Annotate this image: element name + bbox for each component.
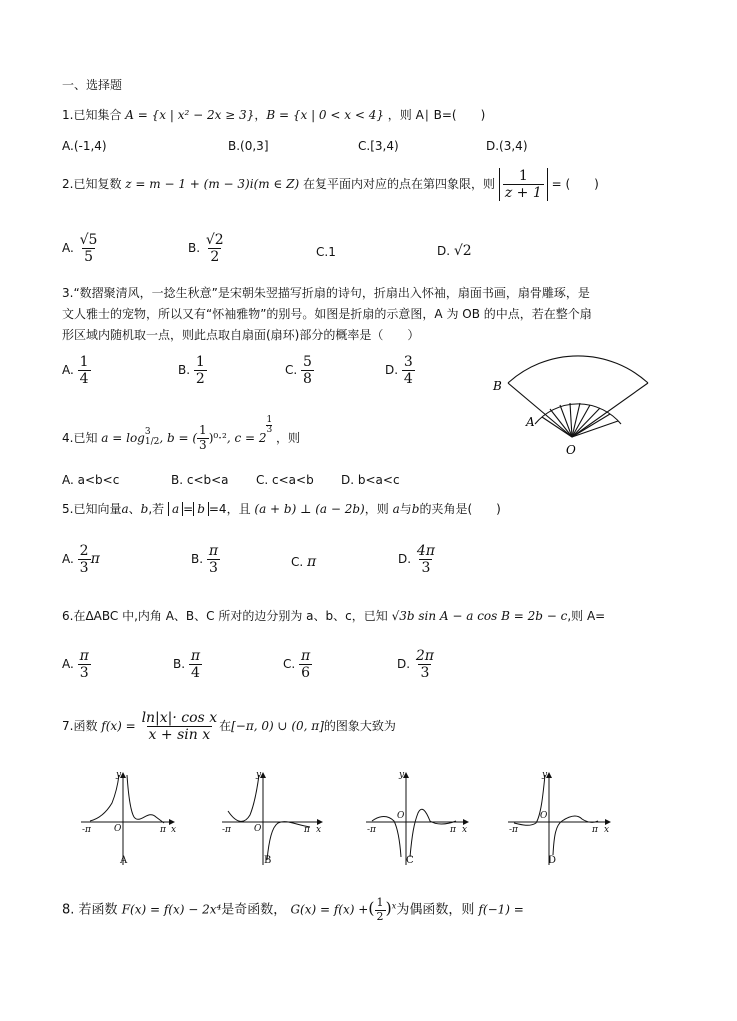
- graph-b-neg: -π: [222, 825, 231, 835]
- section-title: 一、选择题: [62, 78, 123, 92]
- q5-prefix: 5.已知向量: [62, 502, 122, 516]
- question-6: [62, 607, 605, 624]
- q7-num: ln|x|· cos x: [141, 710, 218, 726]
- q2-option-d-value: √2: [453, 243, 472, 259]
- graph-c-curve-left: [372, 817, 401, 858]
- q6-expr: √3b sin A − a cos B = 2b − c: [391, 609, 568, 623]
- graph-a-curve-right: [127, 775, 164, 823]
- graph-c-pos: π: [450, 825, 456, 835]
- q3-option-d-num: 3: [403, 354, 413, 370]
- q5-option-d-label: D.: [398, 552, 412, 567]
- q3-option-d-label: D.: [385, 363, 399, 378]
- q3-option-c-label: C.: [285, 363, 298, 378]
- q1-option-b[interactable]: B.(0,3]: [228, 139, 269, 153]
- graph-b-curve-left: [228, 775, 259, 821]
- graph-c-y-label: y: [399, 770, 405, 780]
- q2-mid: 在复平面内对应的点在第四象限，则: [303, 177, 496, 192]
- question-7: [62, 710, 396, 743]
- q6-option-d-den: 3: [420, 665, 430, 682]
- q6-option-b-den: 4: [191, 665, 200, 682]
- q6-option-d[interactable]: [397, 648, 436, 681]
- q7-prefix: 7.函数: [62, 719, 98, 734]
- q5-option-b-den: 3: [209, 560, 218, 577]
- fan-outer-arc: [508, 356, 648, 383]
- graph-a-curve-left: [90, 775, 119, 821]
- graph-a-x-label: x: [171, 825, 177, 835]
- graph-d: [508, 773, 610, 865]
- q4-option-a[interactable]: A. a<b<c: [62, 473, 120, 487]
- q8-mid: 是奇函数，: [221, 902, 287, 918]
- q6-option-d-num: 2π: [415, 648, 434, 664]
- q6-option-d-label: D.: [397, 657, 411, 672]
- q8-tail: f(−1) =: [478, 902, 524, 917]
- q8-g-pow: x: [391, 901, 397, 911]
- q6-prefix: 6.在ΔABC 中,内角 A、B、C 所对的边分别为 a、b、c，已知: [62, 609, 388, 623]
- q6-tail: ,则 A=: [567, 609, 606, 623]
- q1-option-a[interactable]: A.(-1,4): [62, 139, 107, 153]
- q8-f-expr: F(x) = f(x) − 2x⁴: [121, 902, 222, 917]
- q3-option-c[interactable]: [285, 354, 314, 387]
- q2-option-b[interactable]: [188, 232, 226, 265]
- graph-d-pos: π: [592, 825, 598, 835]
- q4-prefix: 4.已知: [62, 430, 98, 445]
- q4-c-den: 3: [266, 425, 273, 436]
- q6-option-b[interactable]: [173, 648, 202, 681]
- graph-c-label[interactable]: C: [406, 855, 414, 866]
- q6-option-b-num: π: [190, 648, 201, 664]
- q1-sep: ，: [254, 108, 267, 122]
- q2-option-a[interactable]: [62, 232, 99, 265]
- q5-option-d-num: 4π: [416, 543, 435, 559]
- question-1: [62, 106, 485, 123]
- q7-graphs: [76, 765, 636, 870]
- graph-a-y-label: y: [116, 770, 122, 780]
- q4-b-num: 1: [199, 423, 207, 437]
- graph-d-neg: -π: [509, 825, 518, 835]
- q8-mid2: 为偶函数，则: [396, 902, 475, 918]
- graph-b-origin: O: [254, 824, 262, 834]
- q3-option-b-den: 2: [195, 371, 205, 388]
- graph-b-pos: π: [304, 825, 310, 835]
- graph-b-x-label: x: [316, 825, 322, 835]
- graph-a-pos: π: [160, 825, 166, 835]
- q5-eq: =: [183, 502, 194, 516]
- q1-set-b: B = {x | 0 < x < 4}: [266, 108, 384, 122]
- question-2: [62, 168, 599, 201]
- question-5: [62, 500, 501, 517]
- q3-line-3: 形区域内随机取一点，则此点取自扇面(扇环)部分的概率是（ ）: [62, 328, 420, 342]
- q6-option-a-den: 3: [79, 665, 89, 682]
- q5-option-b-label: B.: [191, 552, 204, 567]
- q5-vec-b: b: [140, 502, 149, 516]
- q3-option-a-den: 4: [79, 371, 89, 388]
- q2-option-a-den: 5: [84, 249, 94, 266]
- graph-b-label[interactable]: B: [264, 855, 272, 866]
- graph-d-x-label: x: [604, 825, 610, 835]
- q3-line-1: 3.“数摺聚清风，一捻生秋意”是宋朝朱翌描写折扇的诗句，折扇出入怀袖，扇面书画，扇骨雕琢，是: [62, 286, 590, 300]
- q2-frac-num: 1: [518, 168, 528, 184]
- q2-option-b-num: √2: [205, 232, 224, 248]
- q5-cond: (a + b) ⊥ (a − 2b): [254, 502, 365, 516]
- q3-option-c-num: 5: [303, 354, 312, 370]
- q5-option-b-num: π: [208, 543, 219, 559]
- q6-option-c[interactable]: [283, 648, 312, 681]
- q4-option-d[interactable]: D. b<a<c: [341, 473, 400, 487]
- q3-option-d-den: 4: [403, 371, 413, 388]
- q4-c-expr: , c = 2: [226, 430, 267, 445]
- q3-option-c-den: 8: [303, 371, 312, 388]
- q5-option-d-den: 3: [421, 560, 431, 577]
- q5-option-a-after: π: [90, 551, 100, 568]
- q5-mid: ,若: [148, 502, 165, 516]
- q4-a-sub: 1/2: [144, 437, 160, 448]
- q5-option-d[interactable]: [398, 543, 437, 576]
- q2-abs: [499, 168, 548, 201]
- q6-option-a[interactable]: [62, 648, 91, 681]
- q2-tail: = ( ): [551, 177, 599, 192]
- q6-option-c-label: C.: [283, 657, 296, 672]
- q5-vb: b: [411, 502, 420, 516]
- q3-option-d[interactable]: [385, 354, 415, 387]
- q5-option-c-value: π: [307, 554, 317, 570]
- fan-rib: [550, 409, 572, 437]
- q1-set-a: A = {x | x² − 2x ≥ 3}: [125, 108, 255, 122]
- q4-option-c[interactable]: C. c<a<b: [256, 473, 314, 487]
- q3-option-b-label: B.: [178, 363, 191, 378]
- q5-option-c-label: C.: [291, 555, 304, 569]
- q5-mid2: ，则: [364, 502, 389, 516]
- q4-b-den: 3: [199, 437, 207, 452]
- q3-option-a-label: A.: [62, 363, 74, 378]
- q6-option-c-den: 6: [301, 665, 311, 682]
- q7-tail: 的图象大致为: [323, 719, 396, 734]
- q4-a-sup: 3: [144, 427, 151, 438]
- q2-option-a-label: A.: [62, 241, 74, 256]
- q4-a-expr: a = log: [101, 430, 145, 445]
- graph-d-y-label: y: [542, 770, 548, 780]
- q8-g-den: 2: [376, 909, 384, 923]
- q3-option-a[interactable]: [62, 354, 91, 387]
- graph-c-neg: -π: [367, 825, 376, 835]
- graph-b: [222, 773, 322, 865]
- fan-edge-right: [572, 383, 648, 437]
- fan-figure: [490, 350, 665, 460]
- q5-abs-b: b: [193, 502, 209, 516]
- q5-option-a-den: 3: [79, 560, 89, 577]
- q2-option-d-label: D.: [437, 244, 451, 258]
- q7-den: x + sin x: [148, 727, 211, 744]
- q2-expr: z = m − 1 + (m − 3)i(m ∈ Z): [125, 177, 300, 192]
- q2-prefix: 2.已知复数: [62, 177, 122, 192]
- graph-a-label[interactable]: A: [120, 855, 128, 866]
- graph-c: [366, 773, 468, 865]
- graph-b-y-label: y: [256, 770, 262, 780]
- graph-a-neg: -π: [82, 825, 91, 835]
- fan-label-o: O: [566, 443, 576, 457]
- q7-fx: f(x) =: [101, 719, 136, 734]
- q6-option-c-num: π: [301, 648, 311, 664]
- q6-option-a-label: A.: [62, 657, 74, 672]
- q1-prefix: 1.已知集合: [62, 108, 122, 122]
- q5-va: a: [392, 502, 400, 516]
- q5-tail: 的夹角是( ): [419, 502, 501, 516]
- q3-option-a-num: 1: [79, 354, 89, 370]
- graph-a: [81, 773, 177, 865]
- q1-tail: ，则 A∣ B=( ): [387, 108, 486, 122]
- q1-option-c[interactable]: C.[3,4): [358, 139, 399, 153]
- q2-option-b-label: B.: [188, 241, 201, 256]
- q5-abs-a: a: [168, 502, 183, 516]
- q4-b-pow: )⁰·²: [208, 430, 227, 445]
- fan-label-a: A: [526, 415, 535, 429]
- q8-prefix: 8. 若函数: [62, 902, 118, 918]
- q5-option-c[interactable]: [291, 554, 316, 570]
- graph-c-origin: O: [397, 811, 405, 821]
- q5-option-a[interactable]: [62, 543, 100, 576]
- q2-option-c[interactable]: C.1: [316, 245, 336, 259]
- q4-c-num: 1: [266, 415, 273, 425]
- q8-g-num: 1: [376, 896, 384, 909]
- question-8: 8. 若函数 F(x) = f(x) − 2x⁴是奇函数， G(x) = f(x) +( $\frac{1}{2}$ )$^x$为偶函数，则 f(−1) =: [62, 896, 524, 923]
- q2-option-a-num: √5: [79, 232, 98, 248]
- q7-mid: 在: [219, 719, 232, 734]
- question-4: [62, 415, 301, 453]
- q3-option-b[interactable]: [178, 354, 207, 387]
- q4-b-expr: , b = (: [159, 430, 198, 445]
- q2-frac-den: z + 1: [504, 185, 542, 202]
- q4-tail: ，则: [276, 430, 301, 445]
- graph-a-origin: O: [114, 824, 122, 834]
- q5-option-b[interactable]: [191, 543, 220, 576]
- q3-line-2: 文人雅士的宠物，所以又有“怀袖雅物”的别号。如图是折扇的示意图，A 为 OB 的中点，若在整个扇: [62, 307, 592, 321]
- fan-label-b: B: [493, 379, 502, 393]
- q1-option-d[interactable]: D.(3,4): [486, 139, 528, 153]
- q5-option-a-num: 2: [79, 543, 89, 559]
- graph-d-origin: O: [540, 811, 548, 821]
- graph-d-label[interactable]: D: [548, 855, 557, 866]
- fan-rib: [542, 417, 572, 437]
- q5-vec-a: a: [121, 502, 129, 516]
- q5-option-a-label: A.: [62, 552, 74, 567]
- q6-option-b-label: B.: [173, 657, 186, 672]
- q7-interval: [−π, 0) ∪ (0, π]: [231, 719, 324, 734]
- q3-option-b-num: 1: [195, 354, 205, 370]
- q4-option-b[interactable]: B. c<b<a: [171, 473, 229, 487]
- q5-eq4: =4，且: [208, 502, 251, 516]
- q2-option-d[interactable]: [437, 243, 472, 259]
- q8-g-expr: G(x) = f(x) +: [290, 902, 369, 917]
- graph-c-x-label: x: [462, 825, 468, 835]
- q5-sep: 、: [128, 502, 141, 516]
- q2-option-b-den: 2: [210, 249, 220, 266]
- q5-yu: 与: [399, 502, 412, 516]
- q6-option-a-num: π: [79, 648, 89, 664]
